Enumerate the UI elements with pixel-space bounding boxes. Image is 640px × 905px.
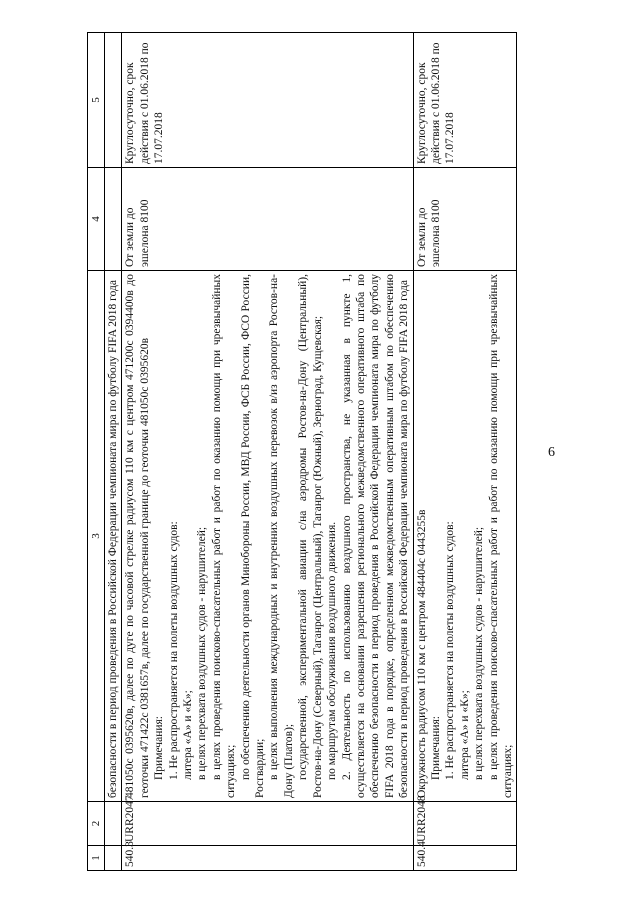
- note-item: по обеспечению деятельности органов Минобороны России, МВД России, ФСБ России, ФСО России, Росгвардии;: [239, 274, 267, 798]
- boundary-text: Окружность радиусом 110 км с центром 484404с 0443255в: [415, 509, 428, 798]
- header-col-2: 2: [88, 802, 105, 846]
- continuation-row: [105, 33, 122, 871]
- continuation-text: безопасности в период проведения в Российской Федерации чемпионата мира по футболу FIFA 2018 года: [105, 271, 122, 802]
- notes-title: Примечания:: [153, 716, 166, 780]
- operating-time: Круглосуточно, срок действия с 01.06.2018 по 17.07.2018: [122, 33, 413, 168]
- header-col-5: 5: [88, 33, 105, 168]
- row-number: 540.3: [122, 846, 413, 871]
- header-col-4: 4: [88, 168, 105, 271]
- note-item: в целях перехвата воздушных судов - нарушителей;: [473, 526, 486, 780]
- rotated-table-container: [87, 33, 589, 871]
- operating-time: Круглосуточно, срок действия с 01.06.2018 по 17.07.2018: [413, 33, 517, 168]
- note-item: в целях проведения поисково-спасательных работ и работ по оказанию помощи при чрезвычайных ситуациях;: [487, 274, 514, 798]
- zone-description: [413, 271, 517, 802]
- page-number: 6: [548, 445, 555, 460]
- zone-code: URR2048: [413, 802, 517, 846]
- altitude-limits: От земли до эшелона 8100: [122, 168, 413, 271]
- boundary-text: 481050с 0395620в, далее по дугe по часовой стрелке радиусом 110 км с центром 471200с 0394400в до геоточки 471422с 0381657в, далее по государственной границе до геоточки 481050с 0395620в: [124, 274, 151, 798]
- zone-description: [122, 271, 413, 802]
- airspace-table: [87, 32, 517, 871]
- note-item: государственной, экспериментальной авиации с/на аэродромы Ростов-на-Дону (Центральный), Ростов-на-Дону (Северный), Таганрог (Центральный), Таганрог (Южный), Зерноград, Кущевская;: [297, 274, 324, 798]
- note-item: в целях проведения поисково-спасательных работ и работ по оказанию помощи при чрезвычайных ситуациях;: [210, 274, 238, 798]
- table-row: [413, 33, 517, 871]
- note-item: литера «А» и «К»;: [458, 690, 471, 780]
- note-item: 1. Не распространяется на полеты воздушных судов:: [167, 521, 180, 780]
- header-col-3: 3: [88, 271, 105, 802]
- altitude-limits: От земли до эшелона 8100: [413, 168, 517, 271]
- zone-code: URR2047: [122, 802, 413, 846]
- note-item: литера «А» и «К»;: [182, 690, 195, 780]
- note-item: в целях перехвата воздушных судов - нарушителей;: [196, 526, 209, 780]
- note-item: 2. Деятельность по использованию воздушного пространства, не указанная в пункте 1, осуществляется на основании разрешения регионального межведомственного оперативного штаба по обеспечению безопасности в период проведения в Российской Федерации чемпионата мира по футболу FIFA 2018 года в порядке, определенном межведомственным оперативным штабом по обеспечению безопасности в период проведения в Российской Федерации чемпионата мира по футболу FIFA 2018 года: [340, 274, 411, 798]
- table-header-row: [88, 33, 105, 871]
- notes-title: Примечания:: [429, 716, 442, 780]
- note-item: 1. Не распространяется на полеты воздушных судов:: [444, 521, 457, 780]
- header-col-1: 1: [88, 846, 105, 871]
- table-row: [122, 33, 413, 871]
- row-number: 540.4: [413, 846, 517, 871]
- note-item: по маршрутам обслуживания воздушного движения.: [326, 521, 339, 780]
- note-item: в целях выполнения международных и внутренних воздушных перевозок в/из аэропорта Ростов-на-Дону (Платов);: [268, 274, 295, 798]
